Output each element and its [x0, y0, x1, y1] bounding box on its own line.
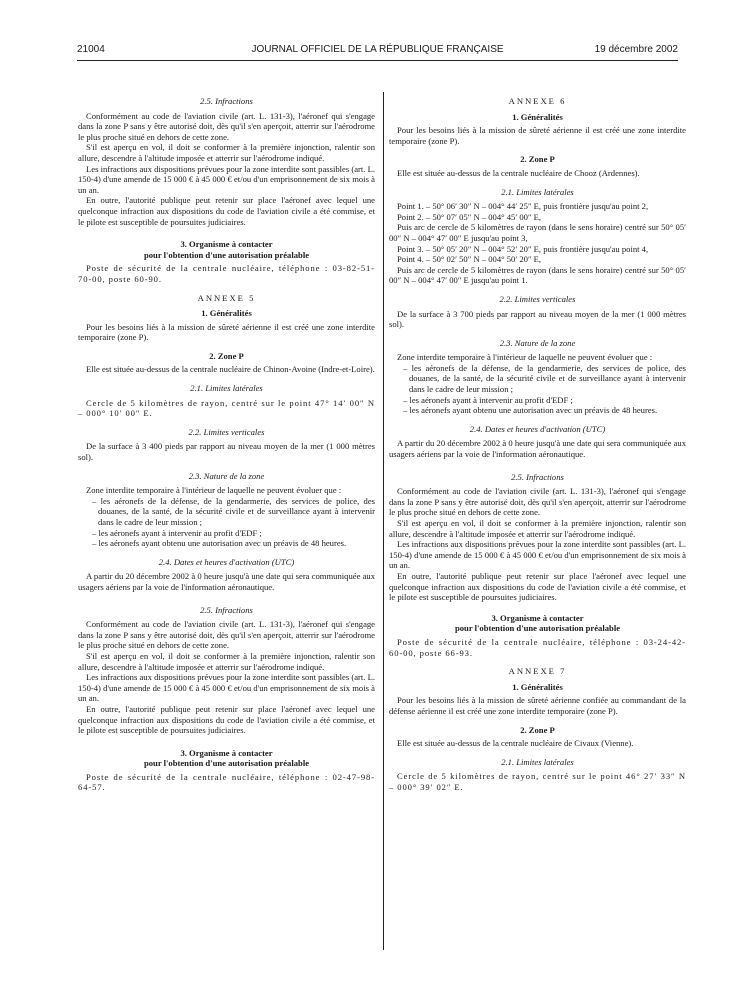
section-title: 2.1. Limites latérales: [501, 756, 574, 767]
paragraph: De la surface à 3 400 pieds par rapport au niveau moyen de la mer (1 000 mètres sol).: [78, 441, 375, 463]
paragraph: Poste de sécurité de la centrale nucléaire, téléphone : 03-82-51-70-00, poste 60-90.: [78, 263, 375, 284]
section-title: 1. Généralités: [512, 681, 563, 692]
paragraph: Elle est située au-dessus de la centrale nucléaire de Chooz (Ardennes).: [397, 167, 640, 178]
section-title: 3. Organisme à contacter: [491, 612, 584, 623]
list: [78, 496, 375, 549]
section-title: 2.4. Dates et heures d'activation (UTC): [158, 556, 295, 567]
section-title: 2.5. Infractions: [511, 471, 564, 482]
list-item: – les aéronefs de la défense, de la gendarmerie, des services de police, des douanes, de la santé, de la sécurité civile et de surveillance ayant à intervenir dans le cadre de leur mission ;: [403, 363, 686, 395]
left-column: [78, 96, 375, 793]
paragraph: A partir du 20 décembre 2002 à 0 heure jusqu'à une date qui sera communiquée aux usagers aériens par la voie de l'information aéronautique.: [389, 438, 686, 460]
list-item: – les aéronefs ayant obtenu une autorisation avec un préavis de 48 heures.: [403, 405, 686, 416]
header-rule: [77, 60, 678, 61]
section-subtitle: pour l'obtention d'une autorisation préalable: [454, 623, 621, 634]
paragraph: A partir du 20 décembre 2002 à 0 heure jusqu'à une date qui sera communiquée aux usagers aériens par la voie de l'information aéronautique.: [78, 571, 375, 592]
paragraph: Pour les besoins liés à la mission de sûreté aérienne il est créé une zone interdite temporaire (zone P).: [78, 321, 375, 343]
list-item: – les aéronefs ayant obtenu une autorisation avec un préavis de 48 heures.: [92, 538, 375, 549]
paragraph: Point 4. – 50° 02′ 50″ N – 004° 50′ 20″ E,: [397, 254, 542, 265]
section-subtitle: pour l'obtention d'une autorisation préalable: [143, 758, 310, 769]
paragraph: Point 2. – 50° 07′ 05″ N – 004° 45′ 00″ E,: [397, 211, 542, 222]
list-item: – les aéronefs de la défense, de la gendarmerie, des services de police, des douanes, de la santé, de la sécurité civile et de surveillance ayant à intervenir dans le cadre de leur mission ;: [92, 496, 375, 528]
list-item: – les aéronefs ayant à intervenir au profit d'EDF ;: [92, 528, 375, 539]
paragraph: Elle est située au-dessus de la centrale nucléaire de Civaux (Vienne).: [397, 738, 634, 749]
paragraph: S'il est aperçu en vol, il doit se conformer à la première injonction, ralentir son allure, descendre à l'altitude imposée et atterrir sur l'aérodrome indiqué.: [78, 650, 375, 672]
section-title: 2.5. Infractions: [200, 604, 253, 615]
annex-title: ANNEXE 6: [508, 96, 567, 106]
list-item: – les aéronefs ayant à intervenir au profit d'EDF ;: [403, 395, 686, 406]
paragraph: S'il est aperçu en vol, il doit se conformer à la première injonction, ralentir son allure, descendre à l'altitude imposée et atterrir sur l'aérodrome indiqué.: [389, 518, 686, 539]
paragraph: Elle est située au-dessus de la centrale nucléaire de Chinon-Avoine (Indre-et-Loire).: [86, 364, 375, 375]
page-header: [77, 44, 678, 58]
paragraph: Poste de sécurité de la centrale nucléaire, téléphone : 02-47-98-64-57.: [78, 771, 375, 793]
annex-title: ANNEXE 7: [508, 666, 567, 677]
paragraph: Pour les besoins liés à la mission de sûreté aérienne il est créé une zone interdite temporaire (zone P).: [389, 125, 686, 146]
section-title: 2. Zone P: [520, 154, 555, 165]
paragraph: Zone interdite temporaire à l'intérieur de laquelle ne peuvent évoluer que :: [86, 485, 342, 496]
issue-date: 19 décembre 2002: [594, 44, 678, 55]
section-title: 2.2. Limites verticales: [188, 426, 265, 437]
section-title: 2. Zone P: [209, 350, 244, 361]
paragraph: Conformément au code de l'aviation civile (art. L. 131-3), l'aéronef qui s'engage dans la zone P sans y être autorisé doit, dès qu'il s'en aperçoit, atterrir sur l'aérodrome le plus proche situé en dehors de cette zone.: [78, 619, 375, 651]
paragraph: Les infractions aux dispositions prévues pour la zone interdite sont passibles (art. L. 150-4) d'une amende de 15 000 € à 45 000 € et/ou d'un emprisonnement de six mois à un an.: [78, 163, 375, 195]
paragraph: Puis arc de cercle de 5 kilomètres de rayon (dans le sens horaire) centré sur 50° 05′ 00″ N – 004° 47′ 00″ E jusqu'au point 3,: [389, 222, 686, 243]
page-number: 21004: [77, 44, 105, 55]
section-title: 2.2. Limites verticales: [499, 293, 576, 304]
paragraph: Zone interdite temporaire à l'intérieur de laquelle ne peuvent évoluer que :: [397, 352, 653, 363]
paragraph: Point 3. – 50° 05′ 20″ N – 004° 52′ 20″ E, puis frontière jusqu'au point 4,: [397, 243, 649, 254]
section-title: 2. Zone P: [520, 724, 555, 735]
paragraph: En outre, l'autorité publique peut retenir sur place l'aéronef avec lequel une quelconque infraction aux dispositions du code de l'aviation civile a été commise, et le pilote est susceptible de poursuites judiciaires.: [78, 195, 375, 227]
paragraph: En outre, l'autorité publique peut retenir sur place l'aéronef avec lequel une quelconque infraction aux dispositions du code de l'aviation civile a été commise, et le pilote est susceptible de poursuites judiciaires.: [389, 570, 686, 603]
paragraph: Les infractions aux dispositions prévues pour la zone interdite sont passibles (art. L. 150-4) d'une amende de 15 000 € à 45 000 € et/ou d'un emprisonnement de six mois à un an.: [389, 539, 686, 571]
paragraph: Conformément au code de l'aviation civile (art. L. 131-3), l'aéronef qui s'engage dans la zone P sans y être autorisé doit, dès qu'il s'en aperçoit, atterrir sur l'aérodrome le plus proche situé en dehors de cette zone.: [389, 486, 686, 518]
section-title: 3. Organisme à contacter: [180, 747, 273, 758]
annex-title: ANNEXE 5: [197, 292, 256, 303]
paragraph: Poste de sécurité de la centrale nucléaire, téléphone : 03-24-42-60-00, poste 66-93.: [389, 636, 686, 658]
paragraph: Cercle de 5 kilomètres de rayon, centré sur le point 46° 27′ 33″ N – 000° 39′ 02″ E.: [389, 771, 686, 792]
column-divider: [383, 92, 384, 950]
paragraph: Pour les besoins liés à la mission de sûreté aérienne confiée au commandant de la défense aérienne il est créé une zone interdite temporaire (zone P).: [389, 695, 686, 716]
section-title: 3. Organisme à contacter: [180, 239, 273, 250]
right-column: [389, 96, 686, 792]
paragraph: Puis arc de cercle de 5 kilomètres de rayon (dans le sens horaire) centré sur 50° 05′ 00″ N – 004° 47′ 00″ E jusqu'au point 1.: [389, 264, 686, 286]
section-title: 2.3. Nature de la zone: [188, 470, 265, 481]
section-title: 2.1. Limites latérales: [501, 186, 574, 197]
paragraph: S'il est aperçu en vol, il doit se conformer à la première injonction, ralentir son allure, descendre à l'altitude imposée et atterrir sur l'aérodrome indiqué.: [78, 142, 375, 163]
section-subtitle: pour l'obtention d'une autorisation préalable: [143, 249, 310, 260]
paragraph: De la surface à 3 700 pieds par rapport au niveau moyen de la mer (1 000 mètres sol).: [389, 308, 686, 330]
paragraph: Cercle de 5 kilomètres de rayon, centré sur le point 47° 14′ 00″ N – 000° 10′ 00″ E.: [78, 397, 375, 419]
list: [389, 363, 686, 416]
section-title: 2.3. Nature de la zone: [499, 337, 576, 348]
paragraph: Conformément au code de l'aviation civile (art. L. 131-3), l'aéronef qui s'engage dans la zone P sans y être autorisé doit, dès qu'il s'en aperçoit, atterrir sur l'aérodrome le plus proche situé en dehors de cette zone.: [78, 110, 375, 142]
section-title: 1. Généralités: [201, 308, 252, 319]
section-title: 2.5. Infractions: [200, 96, 253, 106]
section-title: 2.4. Dates et heures d'activation (UTC): [469, 423, 606, 434]
section-title: 1. Généralités: [512, 111, 563, 122]
paragraph: En outre, l'autorité publique peut retenir sur place l'aéronef avec lequel une quelconque infraction aux dispositions du code de l'aviation civile a été commise, et le pilote est susceptible de poursuites judiciaires.: [78, 703, 375, 736]
journal-title: JOURNAL OFFICIEL DE LA RÉPUBLIQUE FRANÇAISE: [251, 44, 504, 55]
paragraph: Point 1. – 50° 06′ 30″ N – 004° 44′ 25″ E, puis frontière jusqu'au point 2,: [397, 201, 649, 212]
paragraph: Les infractions aux dispositions prévues pour la zone interdite sont passibles (art. L. 150-4) d'une amende de 15 000 € à 45 000 € et/ou d'un emprisonnement de six mois à un an.: [78, 672, 375, 704]
section-title: 2.1. Limites latérales: [190, 383, 263, 394]
